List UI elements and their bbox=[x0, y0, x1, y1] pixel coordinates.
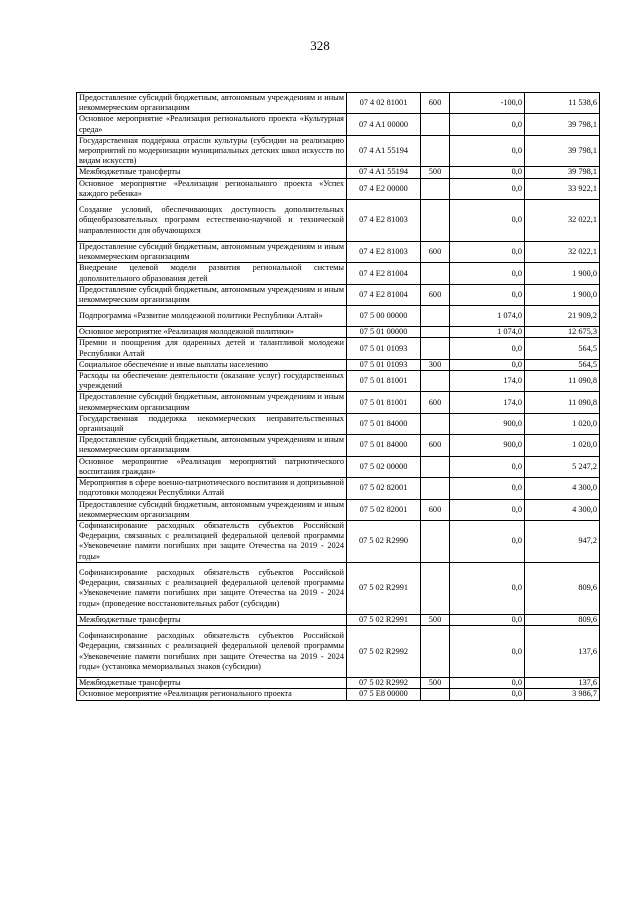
cell-total: 1 900,0 bbox=[525, 263, 600, 284]
cell-total: 5 247,2 bbox=[525, 456, 600, 477]
cell-change: 0,0 bbox=[450, 200, 525, 242]
table-row bbox=[77, 678, 600, 689]
cell-expense-type bbox=[421, 520, 450, 562]
cell-change: 174,0 bbox=[450, 392, 525, 413]
cell-total: 33 922,1 bbox=[525, 178, 600, 199]
cell-name: Основное мероприятие «Реализация регионального проекта «Успех каждого ребенка» bbox=[77, 178, 347, 199]
cell-expense-type bbox=[421, 114, 450, 135]
cell-change: 0,0 bbox=[450, 114, 525, 135]
cell-code: 07 4 E2 81004 bbox=[347, 263, 421, 284]
cell-code: 07 5 02 R2992 bbox=[347, 626, 421, 678]
budget-table bbox=[76, 92, 600, 701]
cell-change: 900,0 bbox=[450, 435, 525, 456]
table-row bbox=[77, 435, 600, 456]
cell-code: 07 5 02 82001 bbox=[347, 478, 421, 499]
cell-expense-type bbox=[421, 135, 450, 167]
cell-expense-type bbox=[421, 478, 450, 499]
cell-code: 07 4 02 81001 bbox=[347, 93, 421, 114]
cell-name: Премии и поощрения для одаренных детей и талантливой молодежи Республики Алтай bbox=[77, 338, 347, 359]
cell-expense-type: 600 bbox=[421, 93, 450, 114]
cell-code: 07 5 02 R2990 bbox=[347, 520, 421, 562]
cell-code: 07 5 01 84000 bbox=[347, 435, 421, 456]
cell-expense-type bbox=[421, 338, 450, 359]
cell-code: 07 5 01 01093 bbox=[347, 359, 421, 370]
table-row bbox=[77, 371, 600, 392]
table-row bbox=[77, 200, 600, 242]
table-row bbox=[77, 614, 600, 625]
table-row bbox=[77, 284, 600, 305]
cell-total: 137,6 bbox=[525, 626, 600, 678]
cell-expense-type bbox=[421, 306, 450, 327]
cell-change: 0,0 bbox=[450, 626, 525, 678]
cell-change: 900,0 bbox=[450, 413, 525, 434]
cell-total: 21 909,2 bbox=[525, 306, 600, 327]
cell-change: 0,0 bbox=[450, 689, 525, 700]
cell-name: Предоставление субсидий бюджетным, автономным учреждениям и иным некоммерческим организациям bbox=[77, 435, 347, 456]
cell-expense-type: 600 bbox=[421, 242, 450, 263]
cell-change: 0,0 bbox=[450, 678, 525, 689]
cell-total: 39 798,1 bbox=[525, 114, 600, 135]
cell-name: Социальное обеспечение и иные выплаты населению bbox=[77, 359, 347, 370]
cell-total: 4 300,0 bbox=[525, 478, 600, 499]
cell-change: 0,0 bbox=[450, 562, 525, 614]
cell-total: 1 900,0 bbox=[525, 284, 600, 305]
cell-change: 0,0 bbox=[450, 338, 525, 359]
cell-code: 07 5 01 81001 bbox=[347, 371, 421, 392]
cell-total: 11 090,8 bbox=[525, 371, 600, 392]
cell-change: 0,0 bbox=[450, 178, 525, 199]
cell-code: 07 5 02 82001 bbox=[347, 499, 421, 520]
cell-code: 07 5 02 R2991 bbox=[347, 614, 421, 625]
cell-code: 07 4 A1 55194 bbox=[347, 135, 421, 167]
cell-name: Подпрограмма «Развитие молодежной политики Республики Алтай» bbox=[77, 306, 347, 327]
cell-change: 0,0 bbox=[450, 478, 525, 499]
cell-change: 0,0 bbox=[450, 135, 525, 167]
table-row bbox=[77, 327, 600, 338]
cell-expense-type bbox=[421, 456, 450, 477]
table-row bbox=[77, 413, 600, 434]
table-row bbox=[77, 263, 600, 284]
table-row bbox=[77, 306, 600, 327]
cell-name: Предоставление субсидий бюджетным, автономным учреждениям и иным некоммерческим организациям bbox=[77, 284, 347, 305]
cell-change: 1 074,0 bbox=[450, 306, 525, 327]
cell-total: 809,6 bbox=[525, 562, 600, 614]
cell-total: 39 798,1 bbox=[525, 167, 600, 178]
cell-change: 0,0 bbox=[450, 520, 525, 562]
cell-name: Межбюджетные трансферты bbox=[77, 614, 347, 625]
cell-expense-type: 600 bbox=[421, 392, 450, 413]
cell-expense-type: 500 bbox=[421, 678, 450, 689]
cell-expense-type bbox=[421, 626, 450, 678]
cell-code: 07 4 A1 00000 bbox=[347, 114, 421, 135]
cell-expense-type bbox=[421, 371, 450, 392]
cell-code: 07 4 E2 00000 bbox=[347, 178, 421, 199]
cell-expense-type: 600 bbox=[421, 435, 450, 456]
table-row bbox=[77, 520, 600, 562]
cell-name: Основное мероприятие «Реализация регионального проекта bbox=[77, 689, 347, 700]
cell-change: 0,0 bbox=[450, 242, 525, 263]
cell-total: 947,2 bbox=[525, 520, 600, 562]
cell-name: Мероприятия в сфере военно-патриотического воспитания и допризывной подготовки молодежи Республики Алтай bbox=[77, 478, 347, 499]
cell-code: 07 4 A1 55194 bbox=[347, 167, 421, 178]
table-row bbox=[77, 178, 600, 199]
cell-total: 564,5 bbox=[525, 338, 600, 359]
cell-name: Софинансирование расходных обязательств субъектов Российской Федерации, связанных с реализацией федеральной целевой программы «Увековечение памяти погибших при защите Отечества на 2019 - 2024 годы» (проведение восстановительных работ (субсидии) bbox=[77, 562, 347, 614]
cell-change: -100,0 bbox=[450, 93, 525, 114]
cell-expense-type bbox=[421, 263, 450, 284]
table-row bbox=[77, 242, 600, 263]
cell-expense-type: 300 bbox=[421, 359, 450, 370]
cell-code: 07 5 00 00000 bbox=[347, 306, 421, 327]
cell-change: 0,0 bbox=[450, 167, 525, 178]
table-row bbox=[77, 392, 600, 413]
cell-expense-type bbox=[421, 413, 450, 434]
cell-name: Государственная поддержка отрасли культуры (субсидии на реализацию мероприятий по модернизации муниципальных детских школ искусств по видам искусств) bbox=[77, 135, 347, 167]
cell-total: 1 020,0 bbox=[525, 435, 600, 456]
table-row bbox=[77, 456, 600, 477]
cell-name: Межбюджетные трансферты bbox=[77, 678, 347, 689]
cell-name: Основное мероприятие «Реализация регионального проекта «Культурная среда» bbox=[77, 114, 347, 135]
cell-total: 1 020,0 bbox=[525, 413, 600, 434]
cell-expense-type bbox=[421, 178, 450, 199]
cell-name: Расходы на обеспечение деятельности (оказание услуг) государственных учреждений bbox=[77, 371, 347, 392]
cell-total: 564,5 bbox=[525, 359, 600, 370]
table-row bbox=[77, 562, 600, 614]
table-body bbox=[77, 93, 600, 701]
cell-total: 11 538,6 bbox=[525, 93, 600, 114]
cell-change: 0,0 bbox=[450, 263, 525, 284]
cell-total: 32 022,1 bbox=[525, 242, 600, 263]
cell-name: Предоставление субсидий бюджетным, автономным учреждениям и иным некоммерческим организациям bbox=[77, 242, 347, 263]
table-row bbox=[77, 359, 600, 370]
table-row bbox=[77, 114, 600, 135]
cell-name: Предоставление субсидий бюджетным, автономным учреждениям и иным некоммерческим организациям bbox=[77, 93, 347, 114]
cell-total: 12 675,3 bbox=[525, 327, 600, 338]
cell-code: 07 4 E2 81003 bbox=[347, 200, 421, 242]
table-row bbox=[77, 626, 600, 678]
cell-name: Предоставление субсидий бюджетным, автономным учреждениям и иным некоммерческим организациям bbox=[77, 392, 347, 413]
cell-expense-type: 500 bbox=[421, 167, 450, 178]
cell-code: 07 5 02 R2991 bbox=[347, 562, 421, 614]
cell-code: 07 5 01 84000 bbox=[347, 413, 421, 434]
table-row bbox=[77, 167, 600, 178]
table-row bbox=[77, 93, 600, 114]
cell-total: 32 022,1 bbox=[525, 200, 600, 242]
cell-code: 07 5 E8 00000 bbox=[347, 689, 421, 700]
cell-expense-type: 600 bbox=[421, 284, 450, 305]
cell-name: Основное мероприятие «Реализация молодежной политики» bbox=[77, 327, 347, 338]
cell-total: 39 798,1 bbox=[525, 135, 600, 167]
cell-change: 0,0 bbox=[450, 499, 525, 520]
table-row bbox=[77, 338, 600, 359]
cell-change: 0,0 bbox=[450, 456, 525, 477]
cell-name: Государственная поддержка некоммерческих неправительственных организаций bbox=[77, 413, 347, 434]
cell-code: 07 4 E2 81003 bbox=[347, 242, 421, 263]
cell-name: Софинансирование расходных обязательств субъектов Российской Федерации, связанных с реализацией федеральной целевой программы «Увековечение памяти погибших при защите Отечества на 2019 - 2024 годы» bbox=[77, 520, 347, 562]
cell-code: 07 5 01 00000 bbox=[347, 327, 421, 338]
cell-code: 07 4 E2 81004 bbox=[347, 284, 421, 305]
cell-change: 0,0 bbox=[450, 284, 525, 305]
cell-total: 809,6 bbox=[525, 614, 600, 625]
cell-code: 07 5 02 00000 bbox=[347, 456, 421, 477]
table-row bbox=[77, 135, 600, 167]
cell-name: Создание условий, обеспечивающих доступность дополнительных общеобразовательных программ естественно-научной и технической направленности для обучающихся bbox=[77, 200, 347, 242]
cell-expense-type bbox=[421, 562, 450, 614]
cell-total: 11 090,8 bbox=[525, 392, 600, 413]
cell-code: 07 5 01 81001 bbox=[347, 392, 421, 413]
cell-name: Межбюджетные трансферты bbox=[77, 167, 347, 178]
cell-total: 137,6 bbox=[525, 678, 600, 689]
cell-name: Софинансирование расходных обязательств субъектов Российской Федерации, связанных с реализацией федеральной целевой программы «Увековечение памяти погибших при защите Отечества на 2019 - 2024 годы» (установка мемориальных знаков (субсидии) bbox=[77, 626, 347, 678]
cell-name: Предоставление субсидий бюджетным, автономным учреждениям и иным некоммерческим организациям bbox=[77, 499, 347, 520]
cell-total: 4 300,0 bbox=[525, 499, 600, 520]
cell-change: 1 074,0 bbox=[450, 327, 525, 338]
table-row bbox=[77, 478, 600, 499]
cell-change: 0,0 bbox=[450, 614, 525, 625]
cell-code: 07 5 02 R2992 bbox=[347, 678, 421, 689]
cell-expense-type bbox=[421, 327, 450, 338]
cell-expense-type: 500 bbox=[421, 614, 450, 625]
cell-expense-type bbox=[421, 200, 450, 242]
cell-change: 174,0 bbox=[450, 371, 525, 392]
cell-expense-type bbox=[421, 689, 450, 700]
cell-total: 3 986,7 bbox=[525, 689, 600, 700]
table-row bbox=[77, 689, 600, 700]
cell-expense-type: 600 bbox=[421, 499, 450, 520]
cell-code: 07 5 01 01093 bbox=[347, 338, 421, 359]
page-number: 328 bbox=[310, 38, 330, 53]
cell-name: Основное мероприятие «Реализация мероприятий патриотического воспитания граждан» bbox=[77, 456, 347, 477]
cell-change: 0,0 bbox=[450, 359, 525, 370]
table-row bbox=[77, 499, 600, 520]
cell-name: Внедрение целевой модели развития региональной системы дополнительного образования детей bbox=[77, 263, 347, 284]
